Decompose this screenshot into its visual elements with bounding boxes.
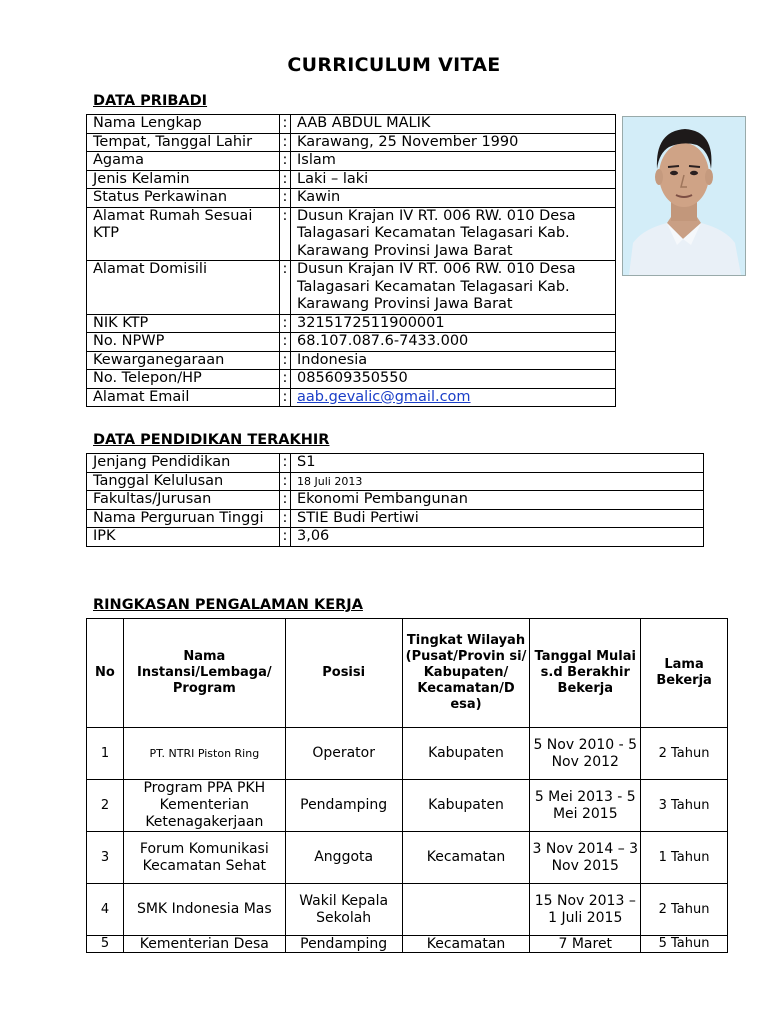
- personal-table: [86, 114, 616, 407]
- row-label: Tempat, Tanggal Lahir: [87, 133, 280, 152]
- colon: :: [280, 333, 291, 352]
- table-row: [87, 207, 616, 261]
- cell-instansi: Kementerian Desa: [123, 936, 285, 953]
- work-heading: RINGKASAN PENGALAMAN KERJA: [93, 597, 363, 613]
- page-title: CURRICULUM VITAE: [287, 54, 501, 76]
- row-value: S1: [291, 454, 704, 473]
- table-row: [87, 261, 616, 315]
- row-value: Laki – laki: [291, 170, 616, 189]
- cell-lama: 1 Tahun: [641, 832, 728, 884]
- row-label: Jenjang Pendidikan: [87, 454, 280, 473]
- colon: :: [280, 351, 291, 370]
- cell-tanggal: 7 Maret: [530, 936, 641, 953]
- header-instansi: Nama Instansi/Lembaga/ Program: [123, 619, 285, 728]
- row-label: Tanggal Kelulusan: [87, 472, 280, 491]
- row-value: Indonesia: [291, 351, 616, 370]
- colon: :: [280, 509, 291, 528]
- colon: :: [280, 152, 291, 171]
- table-row: [87, 370, 616, 389]
- cell-tanggal: 3 Nov 2014 – 3 Nov 2015: [530, 832, 641, 884]
- cell-wilayah: Kecamatan: [402, 936, 530, 953]
- row-label: IPK: [87, 528, 280, 547]
- cell-lama: 2 Tahun: [641, 728, 728, 780]
- cell-wilayah: [402, 884, 530, 936]
- cell-instansi: Program PPA PKH Kementerian Ketenagakerjaan: [123, 780, 285, 832]
- cell-posisi: Pendamping: [285, 780, 402, 832]
- table-row: [87, 454, 704, 473]
- row-label: Jenis Kelamin: [87, 170, 280, 189]
- row-value: AAB ABDUL MALIK: [291, 115, 616, 134]
- row-value: Karawang, 25 November 1990: [291, 133, 616, 152]
- table-header-row: [87, 619, 728, 728]
- row-value: 18 Juli 2013: [291, 472, 704, 491]
- table-row: [87, 780, 728, 832]
- colon: :: [280, 370, 291, 389]
- cell-no: 2: [87, 780, 124, 832]
- colon: :: [280, 207, 291, 261]
- row-value: 3,06: [291, 528, 704, 547]
- colon: :: [280, 491, 291, 510]
- row-label: Status Perkawinan: [87, 189, 280, 208]
- colon: :: [280, 314, 291, 333]
- row-label: Alamat Domisili: [87, 261, 280, 315]
- header-lama: Lama Bekerja: [641, 619, 728, 728]
- cell-tanggal: 15 Nov 2013 – 1 Juli 2015: [530, 884, 641, 936]
- colon: :: [280, 528, 291, 547]
- table-row: [87, 189, 616, 208]
- row-value: Dusun Krajan IV RT. 006 RW. 010 Desa Talagasari Kecamatan Telagasari Kab. Karawang Provinsi Jawa Barat: [291, 207, 616, 261]
- email-link[interactable]: aab.gevalic@gmail.com: [297, 388, 471, 405]
- colon: :: [280, 170, 291, 189]
- cell-no: 1: [87, 728, 124, 780]
- education-table: [86, 453, 704, 547]
- table-row: [87, 491, 704, 510]
- row-label: Nama Lengkap: [87, 115, 280, 134]
- person-portrait-icon: [623, 117, 745, 275]
- cell-posisi: Wakil Kepala Sekolah: [285, 884, 402, 936]
- colon: :: [280, 261, 291, 315]
- education-heading: DATA PENDIDIKAN TERAKHIR: [93, 432, 330, 448]
- cell-lama: 3 Tahun: [641, 780, 728, 832]
- table-row: [87, 509, 704, 528]
- row-value: 68.107.087.6-7433.000: [291, 333, 616, 352]
- cell-no: 5: [87, 936, 124, 953]
- table-row: [87, 528, 704, 547]
- colon: :: [280, 115, 291, 134]
- row-value: Ekonomi Pembangunan: [291, 491, 704, 510]
- row-value: Kawin: [291, 189, 616, 208]
- row-value: 3215172511900001: [291, 314, 616, 333]
- header-no: No: [87, 619, 124, 728]
- cell-no: 3: [87, 832, 124, 884]
- cell-tanggal: 5 Nov 2010 - 5 Nov 2012: [530, 728, 641, 780]
- table-row: [87, 333, 616, 352]
- row-label: No. Telepon/HP: [87, 370, 280, 389]
- table-row: [87, 728, 728, 780]
- table-row: [87, 133, 616, 152]
- row-label: NIK KTP: [87, 314, 280, 333]
- cell-wilayah: Kabupaten: [402, 728, 530, 780]
- colon: :: [280, 388, 291, 407]
- cell-tanggal: 5 Mei 2013 - 5 Mei 2015: [530, 780, 641, 832]
- table-row: [87, 314, 616, 333]
- table-row: [87, 832, 728, 884]
- row-label: No. NPWP: [87, 333, 280, 352]
- row-label: Alamat Email: [87, 388, 280, 407]
- table-row: [87, 115, 616, 134]
- colon: :: [280, 189, 291, 208]
- colon: :: [280, 133, 291, 152]
- row-value: STIE Budi Pertiwi: [291, 509, 704, 528]
- email-cell: [291, 388, 616, 407]
- row-label: Kewarganegaraan: [87, 351, 280, 370]
- row-label: Nama Perguruan Tinggi: [87, 509, 280, 528]
- personal-heading: DATA PRIBADI: [93, 93, 208, 109]
- row-value: Islam: [291, 152, 616, 171]
- cell-posisi: Pendamping: [285, 936, 402, 953]
- work-table: [86, 618, 728, 953]
- table-row: [87, 351, 616, 370]
- cell-no: 4: [87, 884, 124, 936]
- row-value: Dusun Krajan IV RT. 006 RW. 010 Desa Talagasari Kecamatan Telagasari Kab. Karawang Provinsi Jawa Barat: [291, 261, 616, 315]
- row-label: Fakultas/Jurusan: [87, 491, 280, 510]
- table-row: [87, 388, 616, 407]
- row-label: Alamat Rumah Sesuai KTP: [87, 207, 280, 261]
- row-label: Agama: [87, 152, 280, 171]
- cell-instansi: PT. NTRI Piston Ring: [123, 728, 285, 780]
- cell-instansi: Forum Komunikasi Kecamatan Sehat: [123, 832, 285, 884]
- profile-photo: [622, 116, 746, 276]
- cell-posisi: Operator: [285, 728, 402, 780]
- header-posisi: Posisi: [285, 619, 402, 728]
- header-wilayah: Tingkat Wilayah (Pusat/Provin si/ Kabupaten/ Kecamatan/D esa): [402, 619, 530, 728]
- cell-lama: 5 Tahun: [641, 936, 728, 953]
- header-tanggal: Tanggal Mulai s.d Berakhir Bekerja: [530, 619, 641, 728]
- table-row: [87, 884, 728, 936]
- table-row: [87, 472, 704, 491]
- cell-wilayah: Kecamatan: [402, 832, 530, 884]
- table-row: [87, 152, 616, 171]
- colon: :: [280, 454, 291, 473]
- cell-instansi: SMK Indonesia Mas: [123, 884, 285, 936]
- row-value: 085609350550: [291, 370, 616, 389]
- cell-wilayah: Kabupaten: [402, 780, 530, 832]
- cell-posisi: Anggota: [285, 832, 402, 884]
- colon: :: [280, 472, 291, 491]
- table-row: [87, 170, 616, 189]
- cell-lama: 2 Tahun: [641, 884, 728, 936]
- table-row: [87, 936, 728, 953]
